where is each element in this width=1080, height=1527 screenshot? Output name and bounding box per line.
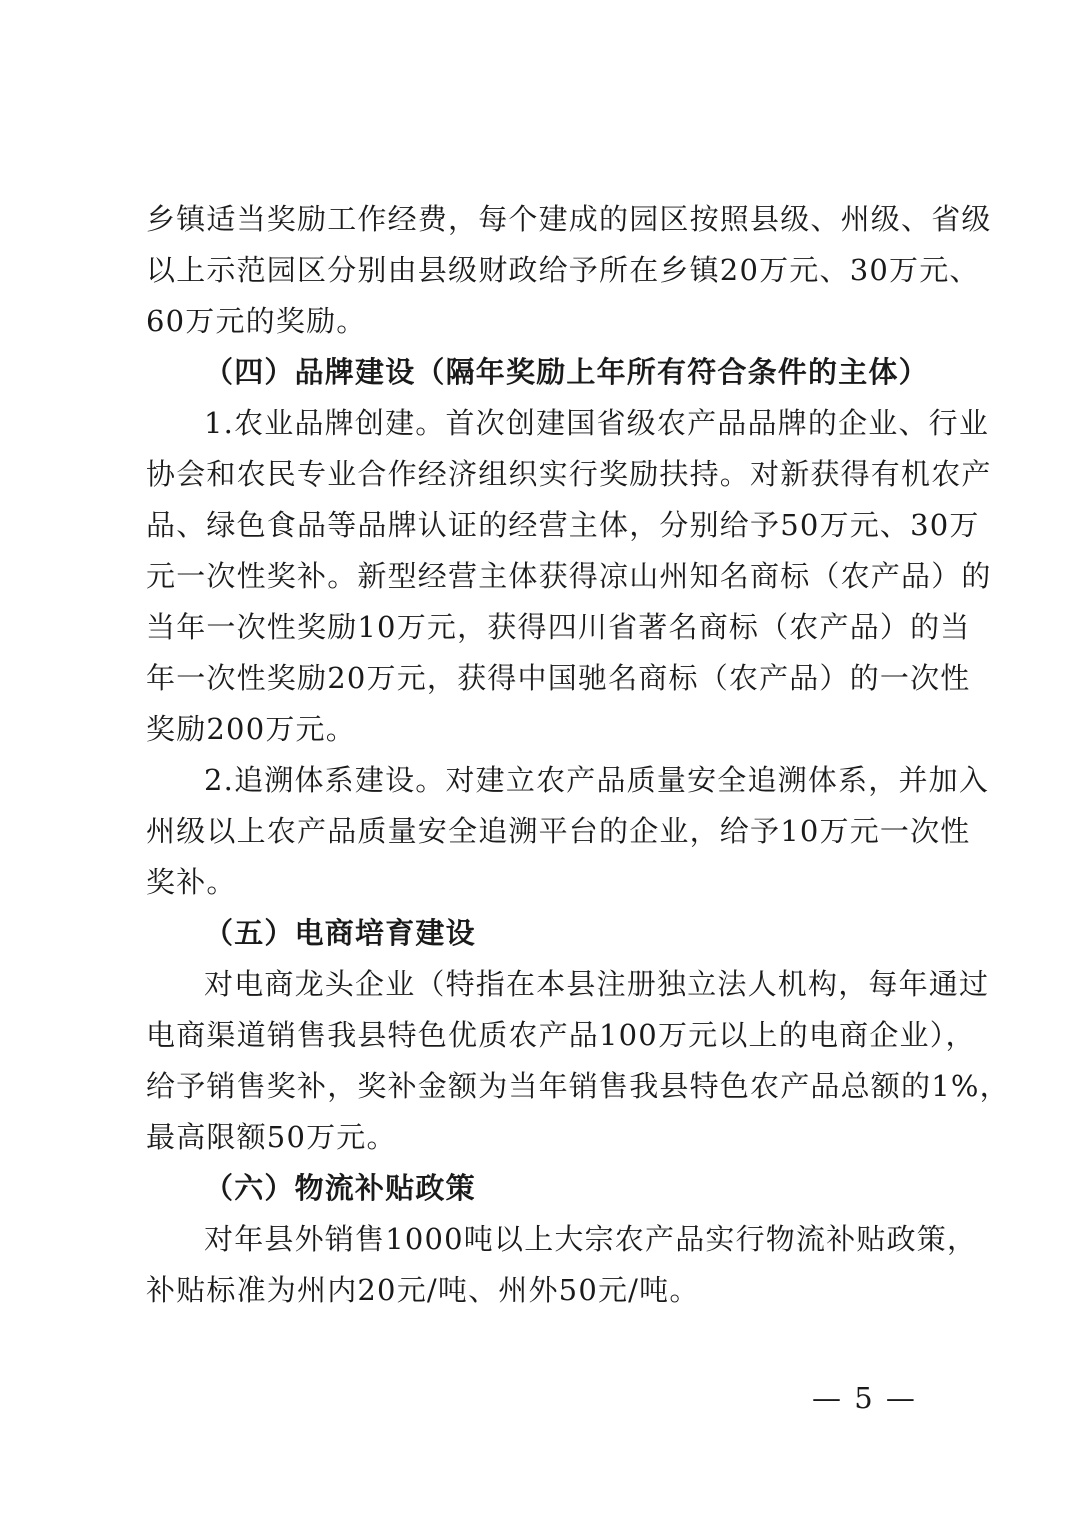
text-line: 奖励200万元。 xyxy=(146,712,356,746)
text-line: 1.农业品牌创建。首次创建国省级农产品品牌的企业、行业 xyxy=(204,406,990,440)
text-line: 2.追溯体系建设。对建立农产品质量安全追溯体系，并加入 xyxy=(204,763,990,797)
text-line: 元一次性奖补。新型经营主体获得凉山州知名商标（农产品）的 xyxy=(146,559,992,593)
text-line: 奖补。 xyxy=(146,865,237,899)
text-line: 对年县外销售1000吨以上大宗农产品实行物流补贴政策， xyxy=(204,1222,978,1256)
text-line: 品、绿色食品等品牌认证的经营主体，分别给予50万元、30万 xyxy=(146,508,980,542)
text-line: 州级以上农产品质量安全追溯平台的企业，给予10万元一次性 xyxy=(146,814,971,848)
text-line: 以上示范园区分别由县级财政给予所在乡镇20万元、30万元、 xyxy=(146,253,980,287)
text-line: 乡镇适当奖励工作经费，每个建成的园区按照县级、州级、省级 xyxy=(146,202,992,236)
text-line: 年一次性奖励20万元，获得中国驰名商标（农产品）的一次性 xyxy=(146,661,971,695)
text-line: 协会和农民专业合作经济组织实行奖励扶持。对新获得有机农产 xyxy=(146,457,992,491)
document-body xyxy=(146,194,1010,1316)
text-line: 当年一次性奖励10万元，获得四川省著名商标（农产品）的当 xyxy=(146,610,971,644)
text-line: 电商渠道销售我县特色优质农产品100万元以上的电商企业）， xyxy=(146,1018,976,1052)
section-heading-logistics: （六）物流补贴政策 xyxy=(204,1171,476,1205)
text-line: 最高限额50万元。 xyxy=(146,1120,397,1154)
section-heading-brand-building: （四）品牌建设（隔年奖励上年所有符合条件的主体） xyxy=(204,355,929,389)
text-line: 对电商龙头企业（特指在本县注册独立法人机构，每年通过 xyxy=(204,967,990,1001)
page-number: — 5 — xyxy=(812,1381,917,1415)
section-heading-ecommerce: （五）电商培育建设 xyxy=(204,916,476,950)
text-line: 60万元的奖励。 xyxy=(146,304,367,338)
text-line: 补贴标准为州内20元/吨、州外50元/吨。 xyxy=(146,1273,700,1307)
text-line: 给予销售奖补，奖补金额为当年销售我县特色农产品总额的1%， xyxy=(146,1069,1010,1103)
